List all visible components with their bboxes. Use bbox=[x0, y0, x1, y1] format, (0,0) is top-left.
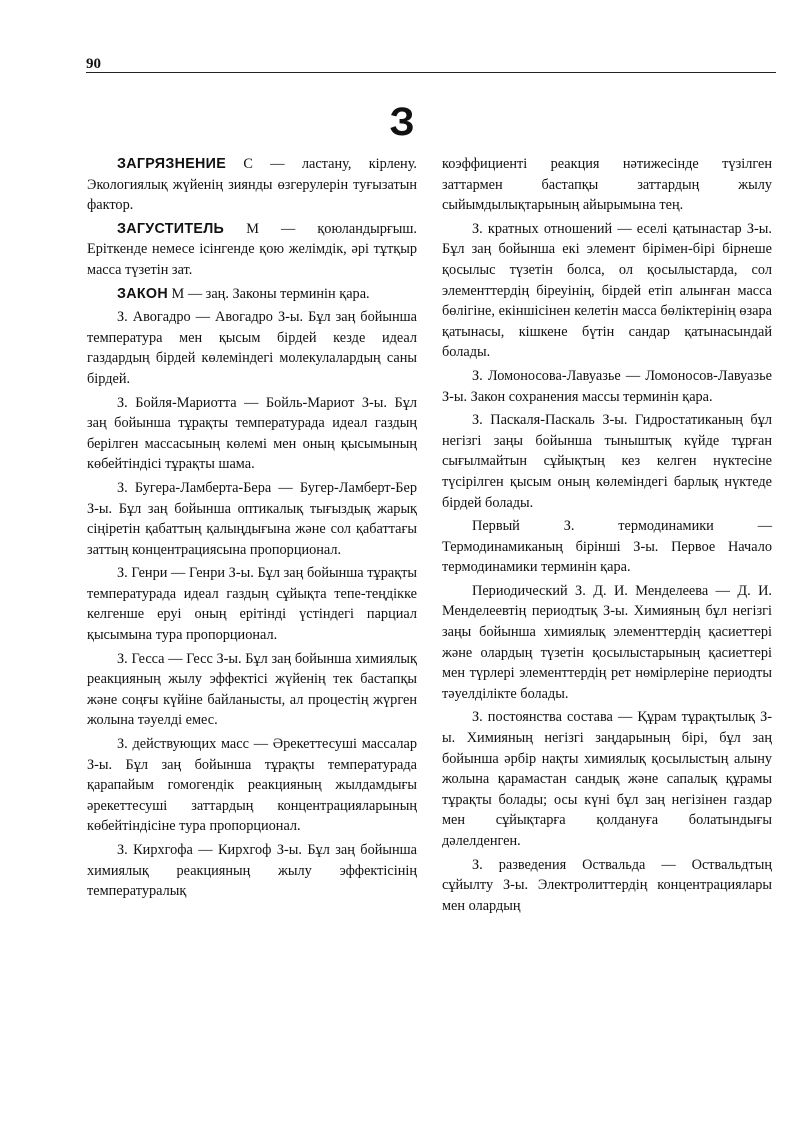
entry-text: С — ластану, кірлену. Экологиялық жүйенің зиянды өзгерулерін туғызатын фактор. bbox=[87, 156, 417, 214]
entry-text: З. действующих масс — Әрекеттесуші массалар З-ы. Бұл заң бойынша тұрақты температурада қарапайым гомогендік реакцияның жылдамдығы әрекеттесуші заттардың концентрацияларының көбейтіндісіне тура пропорционал. bbox=[87, 736, 417, 835]
entry-term: ЗАГРЯЗНЕНИЕ bbox=[117, 156, 227, 172]
right-column bbox=[442, 154, 772, 919]
entry-text: коэффициенті реакция нәтижесінде түзілген заттармен бастапқы заттардың жылу сыйымдылықтарының айырымына тең. bbox=[442, 156, 772, 214]
entry bbox=[87, 649, 417, 731]
entry-continuation bbox=[442, 154, 772, 216]
entry bbox=[87, 478, 417, 560]
entry bbox=[87, 284, 417, 305]
entry-text: З. Гесса — Гесс З-ы. Бұл заң бойынша химиялық реакцияның жылу эффектісі жүйенің тек бастапқы және соңғы күйіне байланысты, ал процестің жүрген жолына тәуелді емес. bbox=[87, 650, 417, 729]
entry bbox=[87, 393, 417, 475]
entry bbox=[442, 707, 772, 851]
entry-text: З. постоянства состава — Құрам тұрақтылық З-ы. Химияның негізгі заңдарының бірі, бұл заң бойынша әрбір нақты химиялық қосылыстың алыну жолына қарамастан сандық және сапалық құрамы тұрақты болады; осы күні бұл заң негізінен газдар мен сұйықтарға қолдануға болатындығы дәлелденген. bbox=[442, 709, 772, 849]
entry-text: З. Бугера-Ламберта-Бера — Бугер-Ламберт-Бер З-ы. Бұл заң бойынша оптикалық тығыздық жарық сіңіретін қабаттың қалыңдығына және сол қабаттағы заттың концентрациясына пропорционал. bbox=[87, 479, 417, 558]
entry bbox=[442, 581, 772, 705]
entry bbox=[442, 366, 772, 407]
entry-text: З. Ломоносова-Лавуазье — Ломоносов-Лавуазье З-ы. Закон сохранения массы терминін қара. bbox=[442, 367, 772, 405]
entry bbox=[442, 855, 772, 917]
entry bbox=[87, 563, 417, 645]
header-rule bbox=[86, 72, 776, 73]
letter-heading: З bbox=[389, 100, 415, 144]
entry bbox=[442, 516, 772, 578]
entry-text: З. кратных отношений — еселі қатынастар З-ы. Бұл заң бойынша екі элемент бірімен-бірі бірнеше қосылыс түзетін болса, ол қосылыстарда, сол элементтердің біреуінің, бірдей етіп алынған масса бөлігіне, екіншісінен келетін масса бөліктерінің өзара қатынасы, кішкене бүтін сандар қатынасындай болады. bbox=[442, 220, 772, 361]
entry bbox=[442, 219, 772, 363]
entry-text: З. Генри — Генри З-ы. Бұл заң бойынша тұрақты температурада идеал газдың сұйықта тепе-теңдікке келгенше еруі оның ерітінді үстіндегі парциал қысымына тура пропорционал. bbox=[87, 565, 417, 644]
entry-text: М — заң. Законы терминін қара. bbox=[167, 285, 370, 302]
entry bbox=[87, 154, 417, 216]
entry-text: З. Авогадро — Авогадро З-ы. Бұл заң бойынша температура мен қысым бірдей кезде идеал газдардың бірдей көлеміндегі молекулалардың саны бірдей. bbox=[87, 309, 417, 387]
entry-term: ЗАГУСТИТЕЛЬ bbox=[117, 220, 225, 237]
entry-text: М — қоюландырғыш. Еріткенде немесе ісінгенде қою желімдік, әрі тұтқыр масса түзетін зат. bbox=[87, 220, 417, 278]
page-number: 90 bbox=[86, 56, 101, 72]
entry-text: З. Бойля-Мариотта — Бойль-Мариот З-ы. Бұл заң бойынша тұрақты температурада идеал газдың берілген массасының көлемі мен оның қысымының көбейтіндісі тұрақты шама. bbox=[87, 394, 417, 473]
left-column bbox=[87, 154, 417, 905]
entry-text: З. разведения Оствальда — Оствальдтың сұйылту З-ы. Электролиттердің концентрациялары мен олардың bbox=[442, 856, 772, 914]
entry-text: З. Паскаля-Паскаль З-ы. Гидростатиканың бұл негізгі заңы бойынша тыныштық күйде тұрған сығылмайтын сұйықтың кез келген нүктесіне түсірілген қысым оның көлеміндегі барлық нүктеде бірдей болады. bbox=[442, 412, 772, 511]
entry bbox=[87, 307, 417, 389]
entry-text: З. Кирхгофа — Кирхгоф З-ы. Бұл заң бойынша химиялық реакцияның жылу эффектісінің температуралық bbox=[87, 842, 417, 900]
entry-text: Периодический З. Д. И. Менделеева — Д. И. Менделеевтің периодтық З-ы. Химияның бұл негізгі заңы бойынша химиялық элементтердің қасиеттері және олардың түзетін қосылыстарының қасиеттері мен түрлері элементтердің рет нөмірлеріне периодты тәуелділікте болады. bbox=[442, 582, 772, 702]
entry bbox=[87, 734, 417, 837]
entry bbox=[442, 410, 772, 513]
entry-text: Первый З. термодинамики — Термодинамиканың бірінші З-ы. Первое Начало термодинамики терминін қара. bbox=[442, 518, 772, 576]
entry-term: ЗАКОН bbox=[117, 285, 168, 302]
entry bbox=[87, 219, 417, 281]
entry bbox=[87, 840, 417, 902]
